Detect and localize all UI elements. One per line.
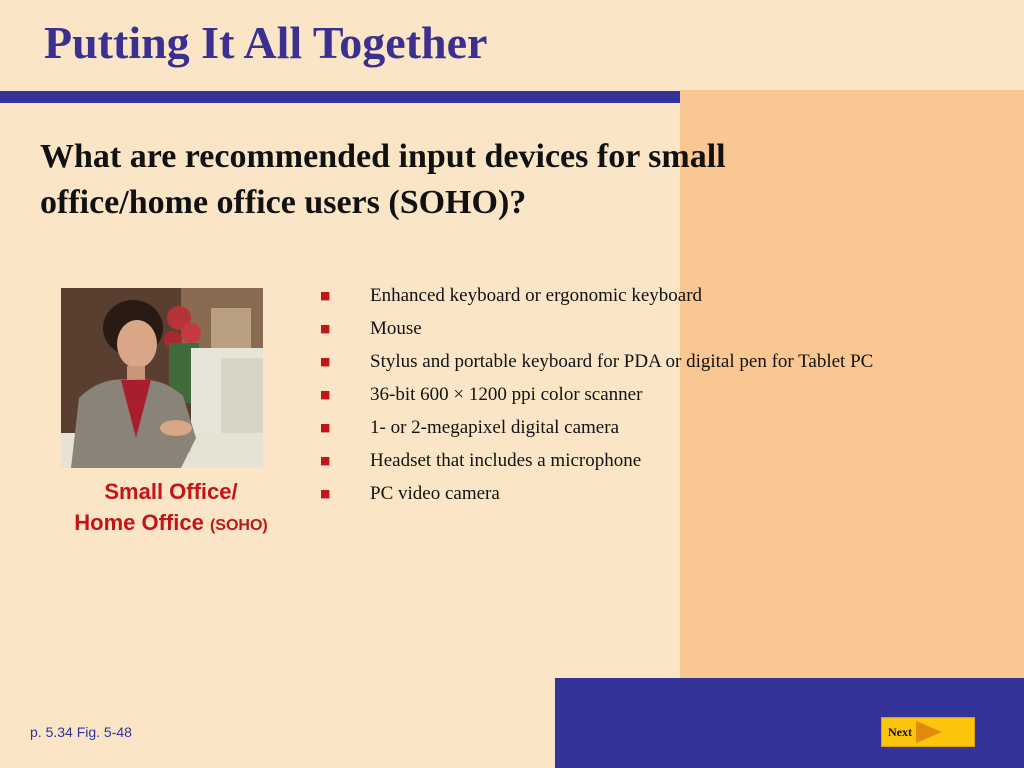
arrow-right-icon [916,721,942,743]
photo-caption [40,476,302,541]
page-reference: p. 5.34 Fig. 5-48 [30,724,132,740]
list-item [318,383,898,407]
list-item-text: Headset that includes a microphone [370,450,642,471]
square-bullet-icon: ■ [320,355,331,368]
list-item [318,350,898,374]
soho-user-photo [61,288,263,468]
list-item-text: 36-bit 600 × 1200 ppi color scanner [370,384,643,405]
next-button-label: Next [888,725,912,739]
square-bullet-icon: ■ [320,388,331,401]
slide-question: What are recommended input devices for small office/home office users (SOHO)? [40,138,726,221]
list-item-text: Mouse [370,318,422,339]
list-item [318,416,898,440]
square-bullet-icon: ■ [320,421,331,434]
next-button[interactable] [881,717,975,747]
list-item-text: Stylus and portable keyboard for PDA or digital pen for Tablet PC [370,351,874,372]
input-device-list [318,284,898,515]
caption-line-2-text: Home Office [74,510,204,535]
list-item [318,482,898,506]
list-item [318,449,898,473]
list-item [318,317,898,341]
square-bullet-icon: ■ [320,289,331,302]
square-bullet-icon: ■ [320,454,331,467]
square-bullet-icon: ■ [320,322,331,335]
title-divider [0,91,680,103]
caption-line-2 [40,507,302,541]
list-item [318,284,898,308]
list-item-text: 1- or 2-megapixel digital camera [370,417,620,438]
list-item-text: PC video camera [370,483,500,504]
square-bullet-icon: ■ [320,487,331,500]
caption-suffix: (SOHO) [209,517,268,534]
list-item-text: Enhanced keyboard or ergonomic keyboard [370,285,703,306]
caption-line-1: Small Office/ [104,479,238,504]
slide-title: Putting It All Together [44,17,488,68]
